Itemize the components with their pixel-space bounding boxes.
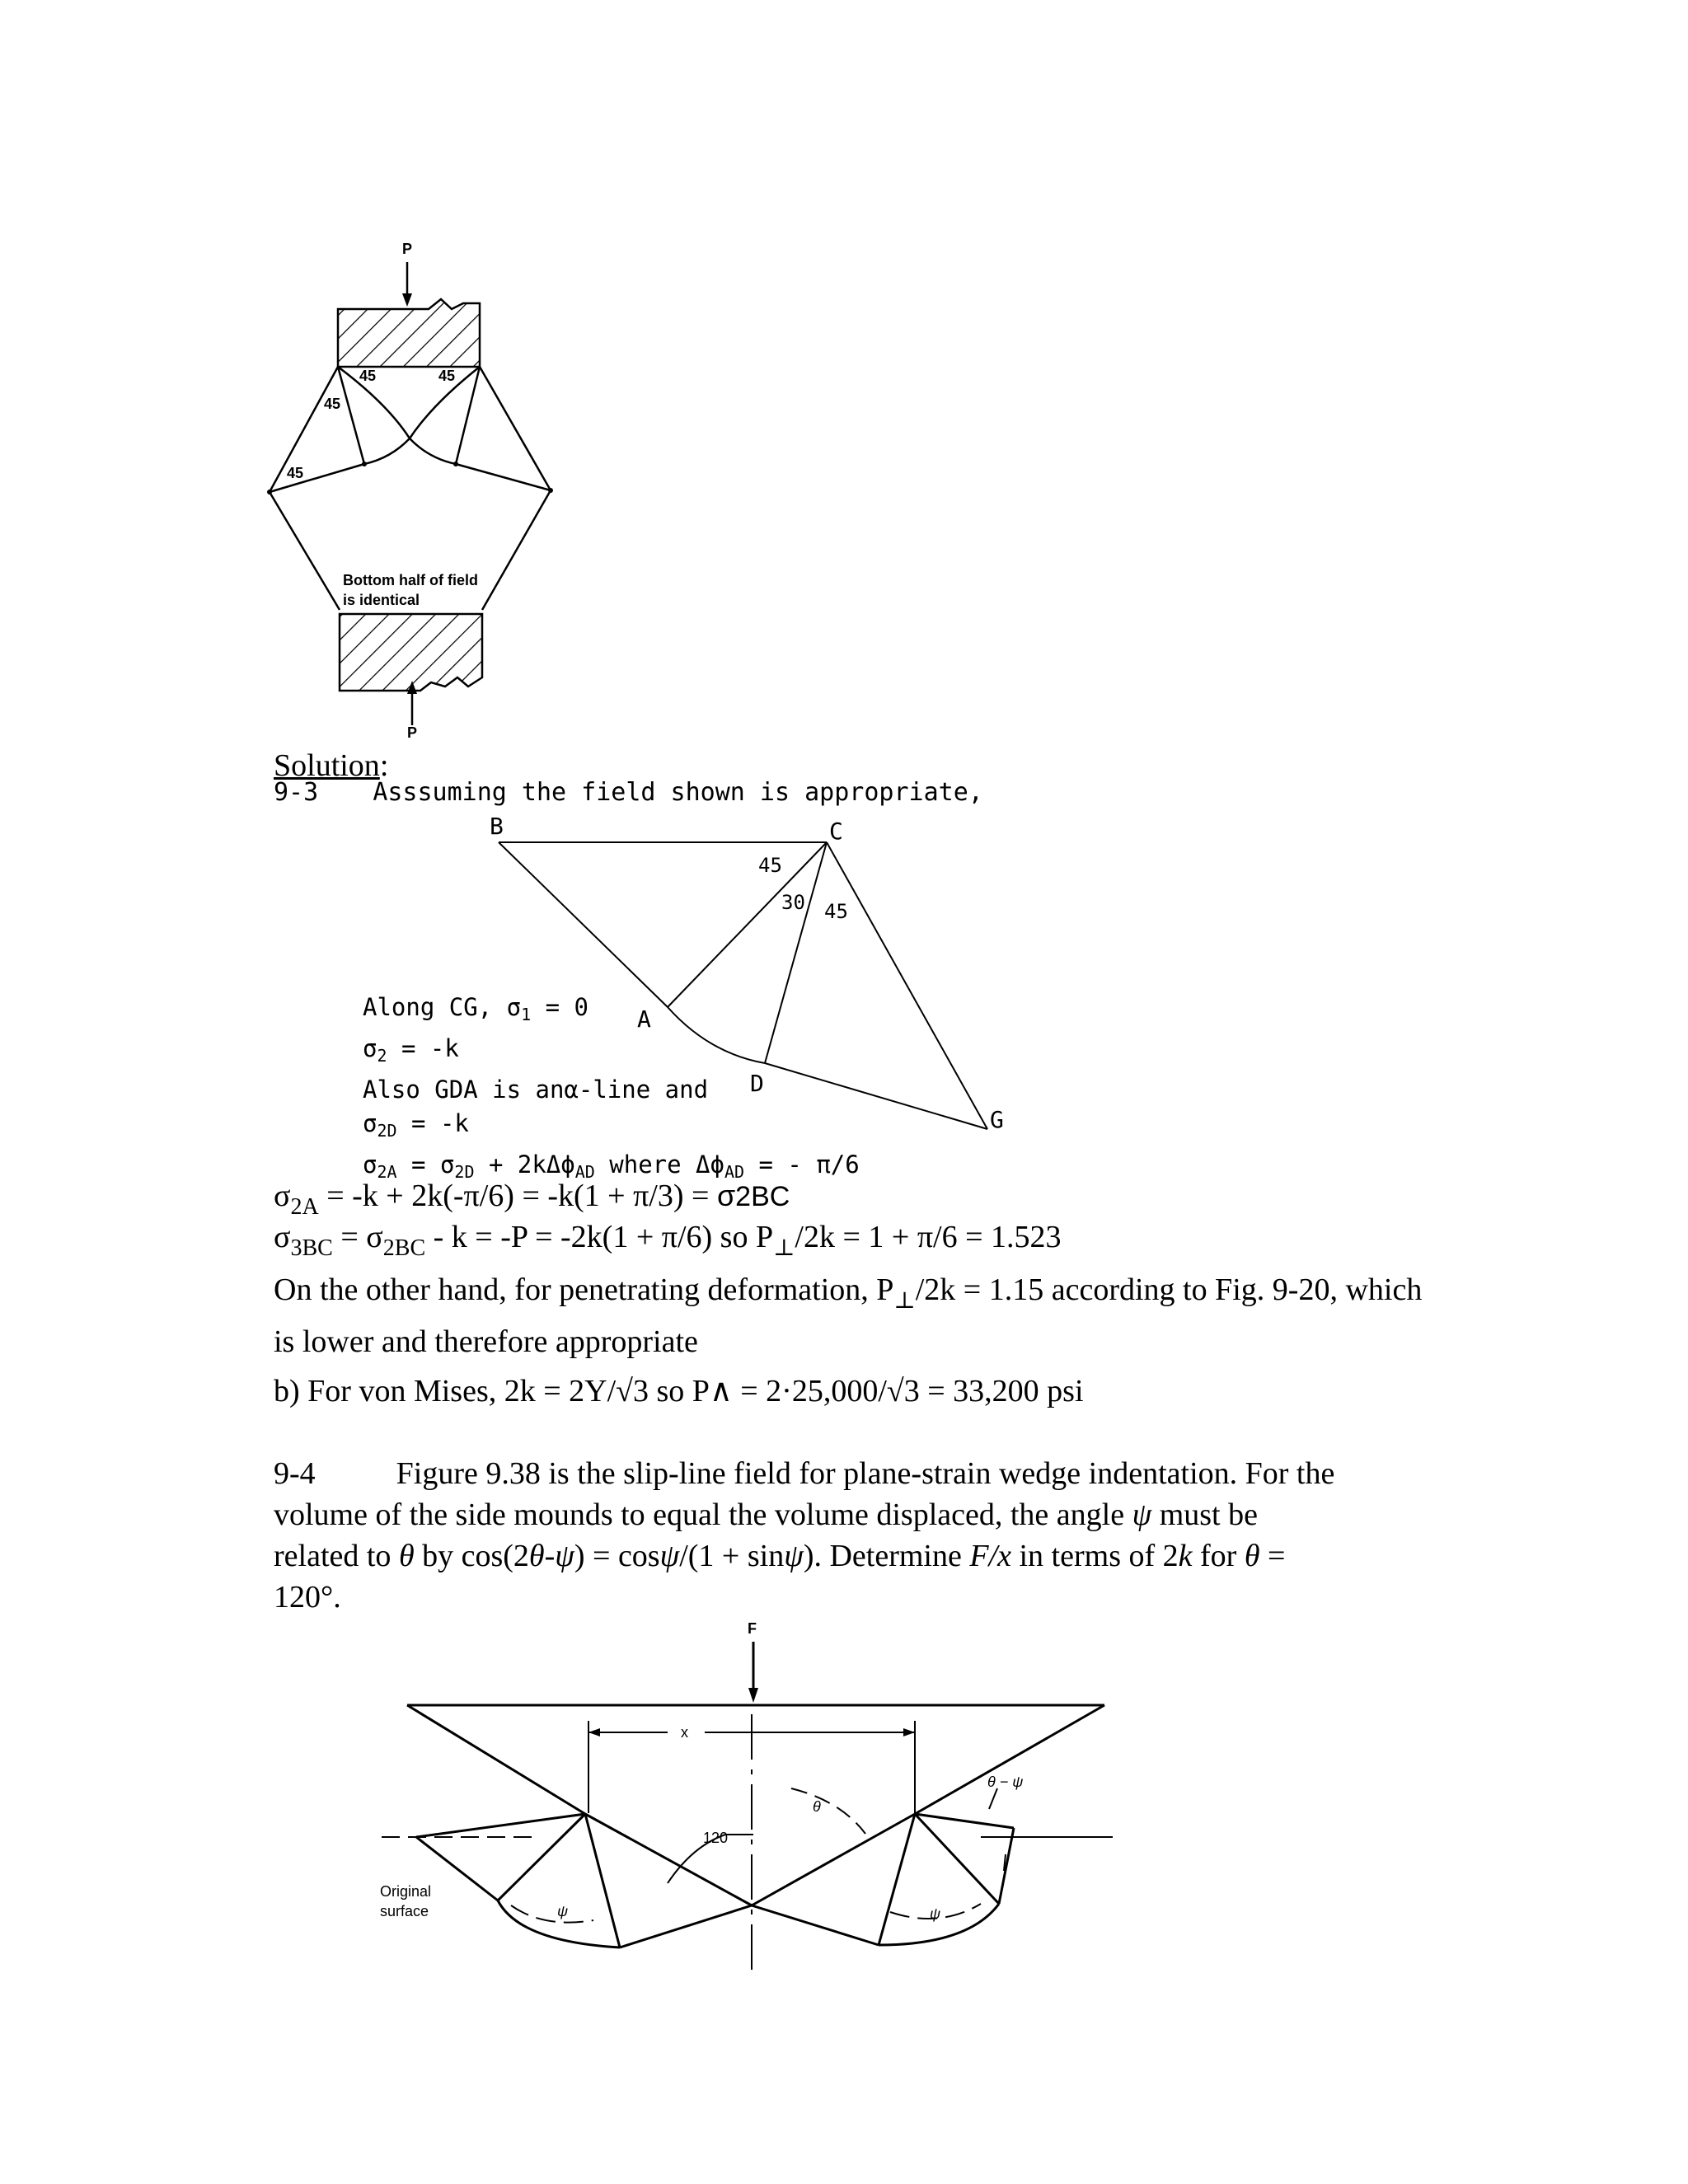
label-original-line2: surface [380,1903,429,1919]
fig1-label-p-bottom: P [407,724,418,741]
paragraph-penetrating-line1: On the other hand, for penetrating deformation, $P_\perp/2k = 1.15$ according to Fig. 9-20, which [274,1272,1423,1314]
equation-sigma2a: $\sigma_{2A} = -k + 2k(-\pi/6) = -k(1 + \pi/3) = \sigma 2BC$ [274,1179,790,1220]
problem-9-4-line1: 9-4 Figure 9.38 is the slip-line field for plane-strain wedge indentation. For the [274,1456,1335,1491]
label-x: x [681,1724,688,1741]
problem-number: 9-4 [274,1456,316,1491]
note-sigma2d: $\sigma_{2D} = -k$ [363,1109,469,1141]
fig1-angle-top-right: 45 [438,368,456,384]
label-psi-left: ψ [557,1903,569,1919]
fig1-note-line1: Bottom half of field [343,572,478,588]
paragraph-penetrating-line2: is lower and therefore appropriate [274,1324,698,1359]
fig1-angle-top-left: 45 [359,368,377,384]
angle-45b: 45 [824,900,848,923]
fig1-angle-left-upper: 45 [324,396,341,412]
note-gda: Also GDA is anα-line and [363,1076,709,1104]
label-original-line1: Original [380,1883,432,1900]
equation-sigma3bc: $\sigma_{3BC} = \sigma_{2BC} - k = -P = -2k(1 + \pi/6)$ so $P_\perp/2k = 1 + \pi/6 = 1.523$ [274,1220,1062,1261]
part-b-von-mises: b) For von Mises, 2k = 2Y/√3 so P∧ = 2·25,000/√3 = 33,200 psi [274,1374,1084,1408]
point-G: G [990,1106,1004,1133]
note-sigma2: $\sigma_2 = -k$ [363,1034,459,1066]
solution-heading: Solution: [274,748,389,783]
point-C: C [829,818,843,845]
label-psi-right: ψ [930,1905,941,1922]
problem-9-4-line4: 120°. [274,1580,341,1615]
note-along-cg: Along CG, $\sigma_1 = 0$ [363,993,588,1024]
label-theta-minus-psi: θ − ψ [987,1774,1024,1790]
problem-intro-text: Asssuming the field shown is appropriate, [373,778,983,807]
problem-number: 9-3 [274,778,319,807]
angle-30: 30 [781,891,805,914]
point-D: D [750,1070,764,1097]
problem-9-4-line2: volume of the side mounds to equal the volume displaced, the angle ψ must be [274,1497,1258,1532]
fig1-note-line2: is identical [343,592,420,608]
problem-9-4-line3: related to θ by cos(2θ-ψ) = cosψ/(1 + sinψ). Determine F/x in terms of 2k for θ = [274,1539,1286,1573]
point-B: B [490,813,504,840]
fig1-angle-left-lower: 45 [287,465,304,481]
label-F: F [748,1620,757,1637]
label-120: 120 [703,1830,729,1846]
label-theta: θ [813,1798,821,1815]
fig1-label-p-top: P [402,241,413,257]
note-sigma2a: $\sigma_{2A} = \sigma_{2D} + 2k\Delta\phi_{AD}$ where $\Delta\phi_{AD}$ = - π/6 [363,1151,860,1182]
angle-45a: 45 [758,854,782,877]
point-A: A [637,1005,651,1033]
